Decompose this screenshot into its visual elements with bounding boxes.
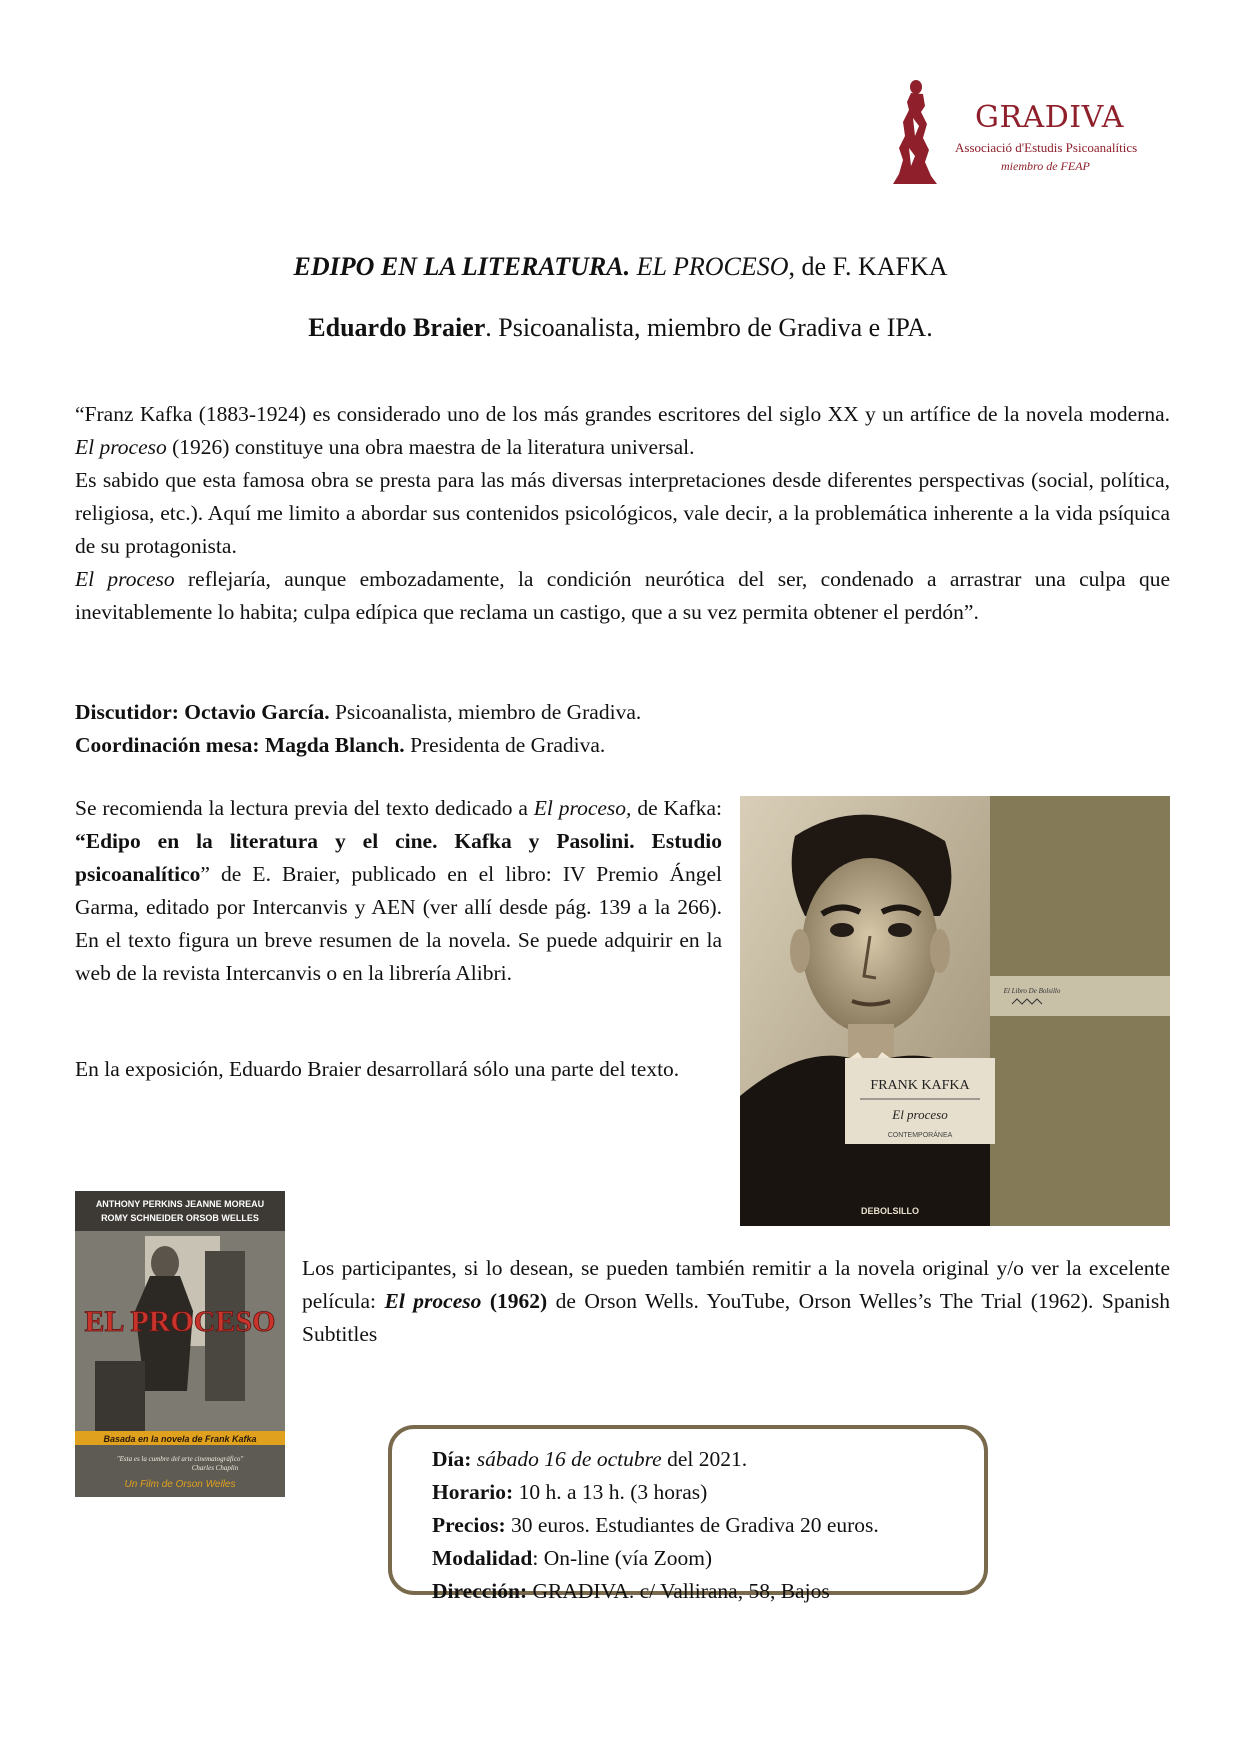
mode-label: Modalidad [432, 1546, 533, 1570]
info-prices [432, 1509, 984, 1542]
info-mode [432, 1542, 984, 1575]
book-author: FRANK KAFKA [870, 1078, 970, 1093]
exposition-paragraph: En la exposición, Eduardo Braier desarrollará sólo una parte del texto. [75, 1057, 680, 1081]
film-poster-image [75, 1191, 285, 1497]
book-cover-image [740, 796, 1170, 1226]
discussant-label: Discutidor: Octavio García. [75, 700, 330, 724]
intro-text [75, 398, 1170, 629]
prices-value: 30 euros. Estudiantes de Gradiva 20 euros. [505, 1513, 879, 1537]
discussant-line [75, 696, 1170, 729]
book-title: El proceso [892, 1107, 948, 1122]
credits [75, 696, 1170, 762]
gradiva-logo-figure-icon [885, 78, 945, 186]
day-year: del 2021. [661, 1447, 748, 1471]
poster-title: EL PROCESO [84, 1305, 276, 1338]
speaker-role: . Psicoanalista, miembro de Gradiva e IPA. [485, 313, 933, 342]
poster-credit: Un Film de Orson Welles [124, 1479, 236, 1490]
intro-paragraph-1 [75, 398, 1170, 464]
title-part3: , de F. KAFKA [788, 252, 948, 281]
address-label: Dirección: [432, 1579, 528, 1603]
poster-quote: "Esta es la cumbre del arte cinematográfico" [116, 1455, 244, 1463]
logo-member: miembro de FEAP [1001, 159, 1090, 173]
intro-p1-a: “Franz Kafka (1883-1924) es considerado uno de los más grandes escritores del siglo XX y un artífice de la novela moderna. [75, 402, 1170, 426]
mode-value: : On-line (vía Zoom) [532, 1546, 713, 1570]
info-day [432, 1443, 984, 1476]
recommend-b: de Kafka: [631, 796, 722, 820]
film-title: El proceso [384, 1289, 482, 1313]
discussant-role: Psicoanalista, miembro de Gradiva. [329, 700, 642, 724]
speaker-name: Eduardo Braier [308, 313, 486, 342]
coordination-label: Coordinación mesa: Magda Blanch. [75, 733, 405, 757]
title-part1: EDIPO EN LA LITERATURA. [293, 252, 631, 281]
participants-a: Los participantes, si lo desean, se pueden también remitir a la novela original y/o ver la excelente película: [302, 1256, 1170, 1313]
poster-based-on: Basada en la novela de Frank Kafka [103, 1434, 257, 1444]
recommend-c: ” de E. Braier, publicado en el libro: IV Premio Ángel Garma, editado por Intercanvis y AEN (ver allí desde pág. 139 a la 266). En el texto figura un breve resumen de la novela. Se puede adquirir en la web de la revista Intercanvis o en la librería Alibri. [75, 862, 722, 985]
exposition-text [75, 1053, 722, 1086]
book-publisher: DEBOLSILLO [861, 1206, 919, 1216]
coordination-role: Presidenta de Gradiva. [404, 733, 606, 757]
day-value: sábado 16 de octubre [471, 1447, 662, 1471]
recommendation-text [75, 792, 722, 990]
intro-paragraph-3 [75, 563, 1170, 629]
day-label: Día: [432, 1447, 472, 1471]
recommend-bold: “Edipo en la literatura y el cine. Kafka y Pasolini. Estudio psicoanalítico [75, 829, 722, 886]
intro-p1-italic: El proceso [75, 435, 167, 459]
prices-label: Precios: [432, 1513, 506, 1537]
info-schedule [432, 1476, 984, 1509]
title-part2: EL PROCESO [636, 252, 789, 281]
intro-p3-b: reflejaría, aunque embozadamente, la condición neurótica del ser, condenado a arrastrar una culpa que inevitablemente lo habita; culpa edípica que reclama un castigo, que a su vez permita obtener el perdón”. [75, 567, 1170, 624]
recommendation-paragraph [75, 792, 722, 990]
logo-subtitle: Associació d'Estudis Psicoanalítics [955, 140, 1138, 155]
book-series: El Libro De Bolsillo [1003, 987, 1061, 995]
schedule-label: Horario: [432, 1480, 514, 1504]
document-title [0, 252, 1241, 282]
info-address [432, 1575, 984, 1608]
intro-paragraph-2: Es sabido que esta famosa obra se presta para las más diversas interpretaciones desde diferentes perspectivas (social, política, religiosa, etc.). Aquí me limito a abordar sus contenidos psicológicos, vale decir, a la problemática inherente a la vida psíquica de su protagonista. [75, 468, 1170, 558]
document-subtitle [0, 313, 1241, 343]
address-value: GRADIVA. c/ Vallirana, 58, Bajos [527, 1579, 830, 1603]
event-info-box [388, 1425, 988, 1603]
intro-p1-b: (1926) constituye una obra maestra de la literatura universal. [166, 435, 695, 459]
participants-paragraph [302, 1252, 1170, 1351]
participants-text [302, 1252, 1170, 1351]
recommend-a: Se recomienda la lectura previa del texto dedicado a [75, 796, 534, 820]
participants-b: de Orson Wells. YouTube, Orson Welles’s The Trial (1962). Spanish Subtitles [302, 1289, 1170, 1346]
poster-cast-line1: ANTHONY PERKINS JEANNE MOREAU [95, 1199, 265, 1209]
poster-quote-author: Charles Chaplin [191, 1464, 239, 1472]
intro-p3-italic: El proceso [75, 567, 175, 591]
schedule-value: 10 h. a 13 h. (3 horas) [513, 1480, 708, 1504]
book-collection: CONTEMPORÁNEA [887, 1132, 953, 1139]
recommend-italic: El proceso, [533, 796, 632, 820]
film-year: (1962) [481, 1289, 548, 1313]
coordination-line [75, 729, 1170, 762]
poster-cast-line2: ROMY SCHNEIDER ORSOB WELLES [101, 1213, 259, 1223]
logo-name: GRADIVA [975, 100, 1124, 135]
